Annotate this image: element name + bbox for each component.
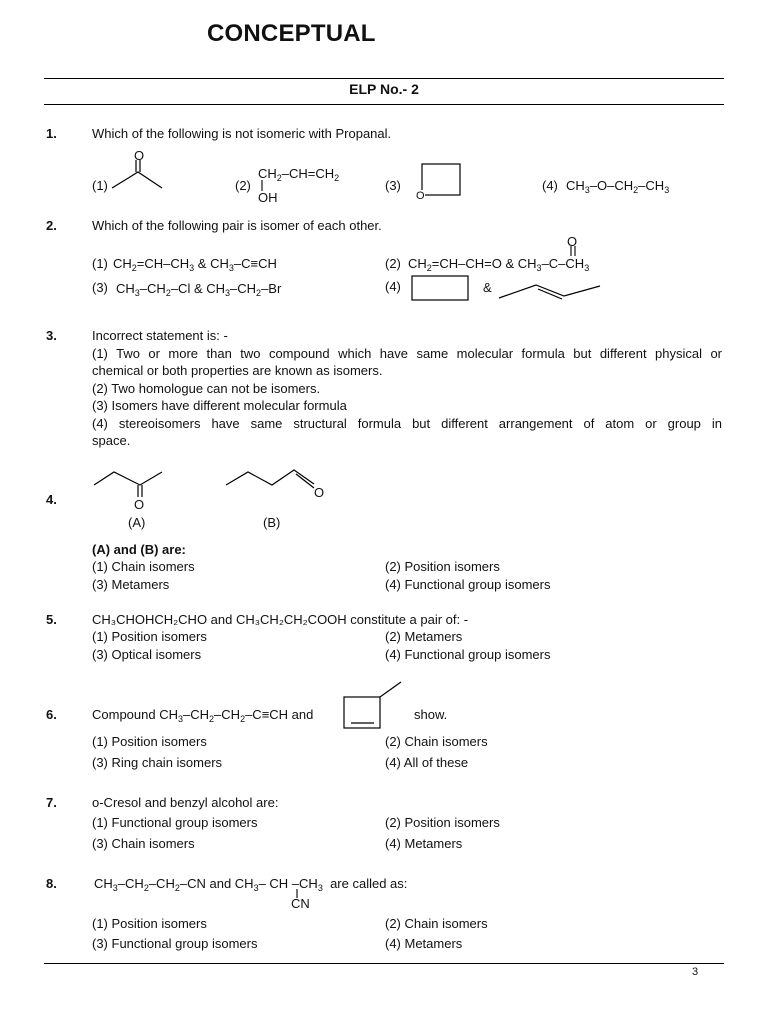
q4-option-2: (2) Position isomers xyxy=(385,559,500,574)
question-number-5: 5. xyxy=(46,612,57,627)
q2-option-3-formula: $CH_3-CH_2-Cl$ & $CH_3-CH_2-Br$ xyxy=(116,281,282,298)
q1-carbonyl-oxygen: O xyxy=(134,148,145,163)
q6-methylcyclobutene-structure xyxy=(340,680,406,732)
top-rule xyxy=(44,78,724,79)
q4-option-3: (3) Metamers xyxy=(92,577,170,592)
q7-option-4: (4) Metamers xyxy=(385,836,463,851)
q5-option-1: (1) Position isomers xyxy=(92,629,207,644)
q3-option-4-line-1: (4) stereoisomers have same structural formula but different arrangement of atom or group in xyxy=(92,416,722,431)
q1-option-label-2: (2) xyxy=(235,178,251,193)
question-number-1: 1. xyxy=(46,126,57,141)
q1-hydroxyl: OH xyxy=(258,190,278,205)
q4-b-oxygen: O xyxy=(314,485,325,500)
q6-option-3: (3) Ring chain isomers xyxy=(92,755,223,770)
q8-option-2: (2) Chain isomers xyxy=(385,916,488,931)
q2-option-label-2: (2) xyxy=(385,256,401,271)
q2-option-2-formula: $CH_2=CH-CH=O$ & $CH_3-C-CH_3$ xyxy=(408,256,590,273)
q1-option-label-4: (4) xyxy=(542,178,558,193)
question-text-5: CH₃CHOHCH₂CHO and CH₃CH₂CH₂COOH constitute a pair of: - xyxy=(92,612,469,627)
question-number-7: 7. xyxy=(46,795,57,810)
q7-option-3: (3) Chain isomers xyxy=(92,836,195,851)
question-number-4: 4. xyxy=(46,492,57,507)
page-number: 3 xyxy=(692,966,699,978)
header-rule xyxy=(44,104,724,105)
q3-option-3: (3) Isomers have different molecular formula xyxy=(92,398,347,413)
q2-ketone-oxygen: O xyxy=(567,234,578,249)
q6-text-end: show. xyxy=(414,707,448,722)
q4-option-4: (4) Functional group isomers xyxy=(385,577,551,592)
q6-option-4: (4) All of these xyxy=(385,755,469,770)
q2-option-label-4: (4) xyxy=(385,279,401,294)
q1-ether-formula: $CH_3-O-CH_2-CH_3$ xyxy=(566,178,670,195)
q1-ring-oxygen: O xyxy=(416,190,425,202)
q8-option-3: (3) Functional group isomers xyxy=(92,936,258,951)
q3-option-1-line-2: chemical or both properties are known as isomers. xyxy=(92,363,383,378)
footer-rule xyxy=(44,963,724,964)
question-number-3: 3. xyxy=(46,328,57,343)
question-number-6: 6. xyxy=(46,707,57,722)
q7-option-1: (1) Functional group isomers xyxy=(92,815,258,830)
q5-option-3: (3) Optical isomers xyxy=(92,647,202,662)
page-title: CONCEPTUAL xyxy=(207,20,376,47)
question-text-6: Compound $CH_3-CH_2-CH_2-C\equiv CH$ and xyxy=(92,707,314,724)
question-text-3: Incorrect statement is: - xyxy=(92,328,228,343)
q2-cyclobutane-structure xyxy=(410,274,472,304)
question-text-4: (A) and (B) are: xyxy=(92,542,186,557)
q3-option-1-line-1: (1) Two or more than two compound which have same molecular formula but different physical or xyxy=(92,346,722,361)
exercise-title: ELP No.- 2 xyxy=(349,81,419,97)
q6-option-1: (1) Position isomers xyxy=(92,734,207,749)
q2-option-label-3: (3) xyxy=(92,280,108,295)
q1-acetone-structure xyxy=(110,158,166,192)
question-text-7: o-Cresol and benzyl alcohol are: xyxy=(92,795,279,810)
q3-option-4-line-2: space. xyxy=(92,433,131,448)
q2-2-butene-structure xyxy=(496,280,604,302)
q8-option-1: (1) Position isomers xyxy=(92,916,207,931)
q8-nitrile-group: CN xyxy=(291,896,310,911)
q5-option-2: (2) Metamers xyxy=(385,629,463,644)
q4-butanone-structure xyxy=(92,468,168,500)
question-number-8: 8. xyxy=(46,876,57,891)
q3-option-2: (2) Two homologue can not be isomers. xyxy=(92,381,321,396)
q1-allyl-alcohol: $CH_2-CH=CH_2$ xyxy=(258,166,340,183)
q4-option-1: (1) Chain isomers xyxy=(92,559,195,574)
q8-option-4: (4) Metamers xyxy=(385,936,463,951)
q2-ampersand: & xyxy=(483,280,492,295)
q4-label-b: (B) xyxy=(263,515,281,530)
q4-butanal-structure xyxy=(224,466,320,494)
question-text-1: Which of the following is not isomeric with Propanal. xyxy=(92,126,392,141)
question-text-2: Which of the following pair is isomer of each other. xyxy=(92,218,382,233)
q7-option-2: (2) Position isomers xyxy=(385,815,500,830)
q1-option-label-3: (3) xyxy=(385,178,401,193)
question-text-8: $CH_3-CH_2-CH_2-CN$ and $CH_3-$ CH $-CH_3$ are called as: xyxy=(94,876,408,893)
q5-option-4: (4) Functional group isomers xyxy=(385,647,551,662)
q4-label-a: (A) xyxy=(128,515,146,530)
question-number-2: 2. xyxy=(46,218,57,233)
q2-option-1-formula: $CH_2=CH-CH_3$ & $CH_3-C\equiv CH$ xyxy=(113,256,277,273)
q4-a-oxygen: O xyxy=(134,497,145,512)
q1-option-label-1: (1) xyxy=(92,178,108,193)
q6-option-2: (2) Chain isomers xyxy=(385,734,488,749)
q2-option-label-1: (1) xyxy=(92,256,108,271)
